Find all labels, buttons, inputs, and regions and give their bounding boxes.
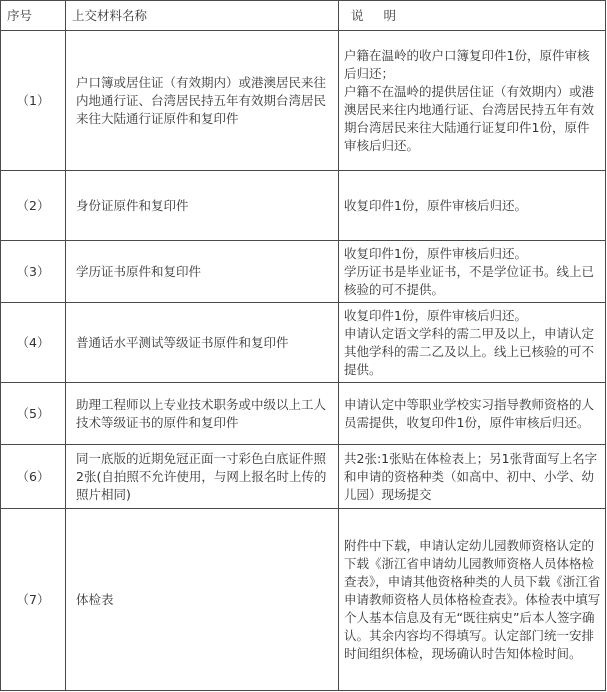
material-name: 体检表 (66, 509, 339, 691)
material-name: 普通话水平测试等级证书原件和复印件 (66, 303, 339, 383)
material-name: 身份证原件和复印件 (66, 171, 339, 241)
material-description: 附件中下载，申请认定幼儿园教师资格认定的下载《浙江省申请幼儿园教师资格人员体格检查表》，申请其他资格种类的人员下载《浙江省申请教师资格人员体格检查表》。体检表中填写个人基本信息及有无“既往病史”后本人签字确认。其余内容均不得填写。认定部门统一安排时间组织体检，现场确认时告知体检时间。 (339, 509, 606, 691)
material-name: 户口簿或居住证（有效期内）或港澳居民来往内地通行证、台湾居民持五年有效期台湾居民来往大陆通行证原件和复印件 (66, 31, 339, 171)
material-description (339, 303, 606, 383)
table-row (1, 509, 606, 691)
material-description: 收复印件1份，原件审核后归还。 (339, 171, 606, 241)
table-row (1, 171, 606, 241)
row-number: （7） (1, 509, 66, 691)
header-no: 序号 (1, 1, 66, 31)
description-line: 户籍在温岭的收户口簿复印件1份，原件审核后归还； 户籍不在温岭的提供居住证（有效期内）或港澳居民来往内地通行证、台湾居民持五年有效期台湾居民来往大陆通行证复印件1份，原件审核后归还。 (344, 47, 595, 153)
row-number: （1） (1, 31, 66, 171)
table-row (1, 241, 606, 303)
table-row (1, 445, 606, 509)
row-number: （5） (1, 383, 66, 445)
table-row (1, 383, 606, 445)
material-name: 学历证书原件和复印件 (66, 241, 339, 303)
material-name: 同一底版的近期免冠正面一寸彩色白底证件照2张(自拍照不允许使用，与网上报名时上传的照片相同) (66, 445, 339, 509)
row-number: （3） (1, 241, 66, 303)
header-material: 上交材料名称 (66, 1, 339, 31)
table-row (1, 303, 606, 383)
header-description: 说 明 (339, 1, 606, 31)
material-description (339, 241, 606, 303)
row-number: （4） (1, 303, 66, 383)
material-name: 助理工程师以上专业技术职务或中级以上工人技术等级证书的原件和复印件 (66, 383, 339, 445)
description-line: 收复印件1份，原件审核后归还。 学历证书是毕业证书，不是学位证书。线上已核验的可不提供。 (344, 245, 595, 297)
table-row (1, 31, 606, 171)
description-line: 收复印件1份，原件审核后归还。 申请认定语文学科的需二甲及以上，申请认定其他学科的需二乙及以上。线上已核验的可不提供。 (344, 307, 595, 377)
row-number: （6） (1, 445, 66, 509)
material-description: 申请认定中等职业学校实习指导教师资格的人员需提供，收复印件1份，原件审核后归还。 (339, 383, 606, 445)
material-description: 共2张:1张贴在体检表上；另1张背面写上名字和申请的资格种类（如高中、初中、小学、幼儿园）现场提交 (339, 445, 606, 509)
row-number: （2） (1, 171, 66, 241)
material-description (339, 31, 606, 171)
table-header-row (1, 1, 606, 31)
